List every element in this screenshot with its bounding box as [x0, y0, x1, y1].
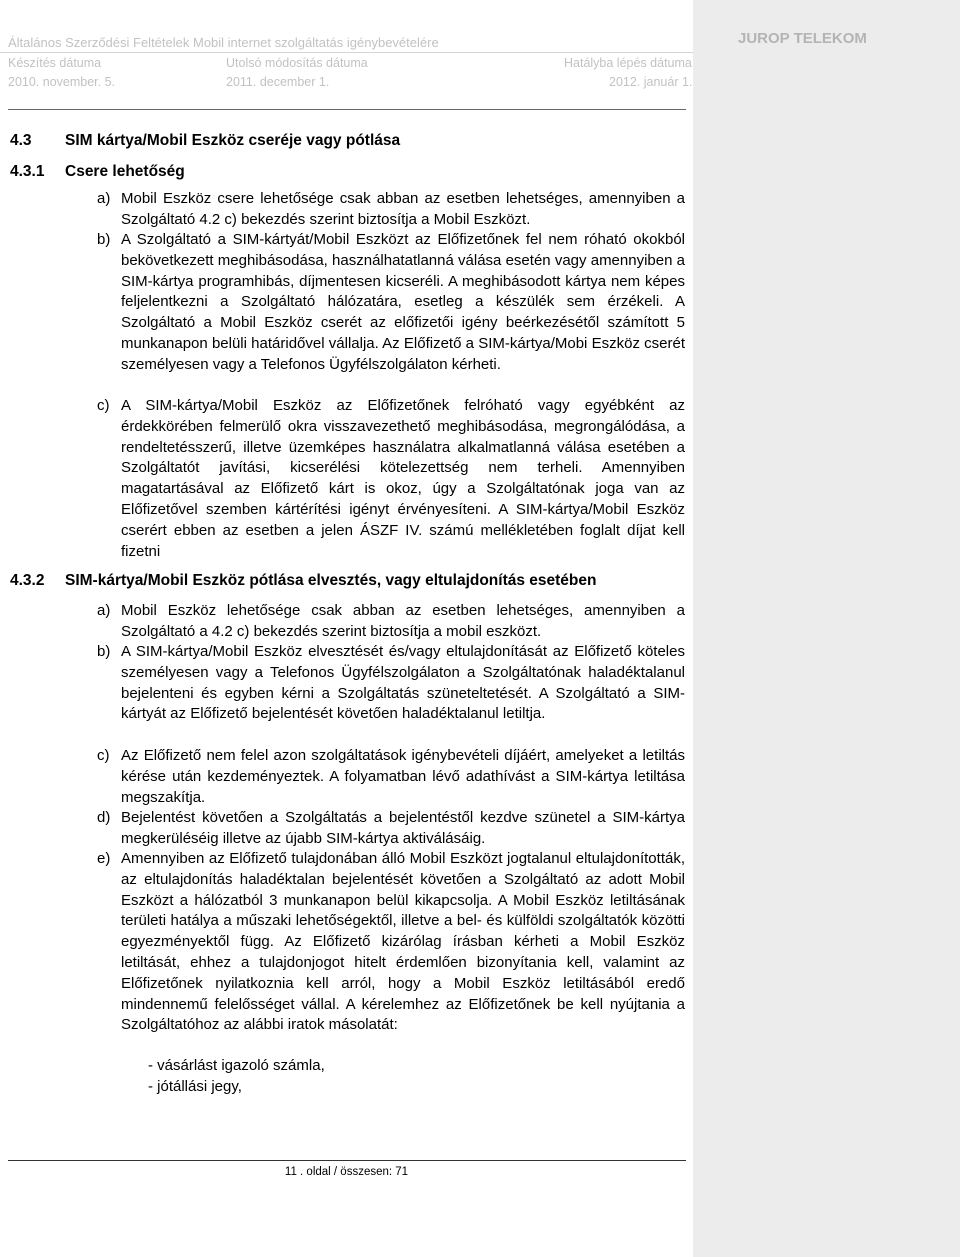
- footer-rule: [8, 1160, 686, 1161]
- header-rule: [8, 109, 686, 110]
- page-number: 11 . oldal / összesen: 71: [284, 1166, 409, 1178]
- created-date-value: 2010. november. 5.: [8, 75, 116, 89]
- list-item: b) A Szolgáltató a SIM-kártyát/Mobil Eszközt az Előfizetőnek fel nem róható okokból bekövetkezett meghibásodása, használhatatlanná válása esetén vagy amennyiben a SIM-kártya programhibás, díjmentesen kicseréli. A meghibásodott kártya nem képes feljelentkezni a Szolgáltató hálózatára, esetleg a készülék sem érzékeli. A Szolgáltató a Mobil Eszköz cserét az előfizetői igény beérkezésétől számított 5 munkanapon belüli határidővel vállalja. Az Előfizető a SIM-kártya/Mobi Eszköz cserét személyesen vagy a Telefonos Ügyfélszolgálaton kérheti.: [97, 231, 685, 373]
- document-title: Általános Szerződési Feltételek Mobil internet szolgáltatás igénybevételére: [8, 35, 439, 50]
- list-item: a) Mobil Eszköz lehetősége csak abban az esetben lehetséges, amennyiben a Szolgáltató a 4.2 c) bekezdés szerint biztosítja a mobil eszközt.: [97, 602, 685, 640]
- modified-date-value: 2011. december 1.: [226, 75, 330, 89]
- company-name: JUROP TELEKOM: [738, 30, 867, 47]
- comment-sidebar: [693, 0, 960, 1257]
- header-divider: [0, 52, 693, 53]
- modified-date-label: Utolsó módosítás dátuma: [226, 56, 368, 70]
- bullet-item: - jótállási jegy,: [148, 1078, 242, 1095]
- list-item: b) A SIM-kártya/Mobil Eszköz elvesztését és/vagy eltulajdonítását az Előfizető köteles személyesen vagy a Telefonos Ügyfélszolgálaton a Szolgáltatónak haladéktalanul bejelenteni és egyben kérni a Szolgáltatás szüneteltetését. A Szolgáltató a SIM-kártyát az Előfizető bejelentését követően haladéktalanul letiltja.: [97, 643, 685, 723]
- list-item: c) Az Előfizető nem felel azon szolgáltatások igénybevételi díjáért, amelyeket a letiltás kérése után kezdeményeztek. A folyamatban lévő adathívást a SIM-kártya letiltása megszakítja.: [97, 747, 685, 806]
- list-item: c) A SIM-kártya/Mobil Eszköz az Előfizetőnek felróható vagy egyébként az érdekkörében felmerülő okra visszavezethető meghibásodása, megrongálódása, a rendeltetésszerű, illetve üzemképes használatra alkalmatlanná válása esetében a Szolgáltatót javítási, kicserélési kötelezettség nem terheli. Amennyiben magatartásával az Előfizető kárt is okoz, úgy a Szolgáltatónak joga van az Előfizetővel szemben kártérítési igényt érvényesíteni. A SIM-kártya/Mobil Eszköz cserért ebben az esetben a jelen ÁSZF IV. számú mellékletében foglalt díjat kell fizetni: [97, 397, 685, 560]
- effective-date-label: Hatályba lépés dátuma: [564, 56, 692, 70]
- list-item: a) Mobil Eszköz csere lehetősége csak abban az esetben lehetséges, amennyiben a Szolgáltató 4.2 c) bekezdés szerint biztosítja a Mobil Eszközt.: [97, 190, 685, 228]
- list-item: d) Bejelentést követően a Szolgáltatás a bejelentéstől kezdve szünetel a SIM-kártya megkerüléséig illetve az újabb SIM-kártya aktiválásáig.: [97, 809, 685, 847]
- list-item: e) Amennyiben az Előfizető tulajdonában álló Mobil Eszközt jogtalanul eltulajdonították, az eltulajdonítás haladéktalan bejelentését követően a Szolgáltató az adott Mobil Eszközt a hálózatból 3 munkanapon belül kikapcsolja. A Mobil Eszköz letiltásának területi hatálya a műszaki lehetőségektől, illetve a bel- és külföldi szolgáltatók közötti egyezményektől függ. Az Előfizető kizárólag írásban kérheti a Mobil Eszköz letiltását, ehhez a tulajdonjogot hitelt érdemlően bizonyítania kell, valamint az Előfizetőnek nyilatkoznia kell arról, hogy a Mobil Eszköz letiltásából eredő mindennemű felelősséget vállal. A kérelemhez az Előfizetőnek be kell nyújtania a Szolgáltatóhoz az alábbi iratok másolatát:: [97, 850, 685, 1034]
- bullet-item: - vásárlást igazoló számla,: [148, 1057, 325, 1074]
- created-date-label: Készítés dátuma: [8, 56, 102, 70]
- effective-date-value: 2012. január 1.: [609, 75, 693, 89]
- page-header: [0, 32, 693, 88]
